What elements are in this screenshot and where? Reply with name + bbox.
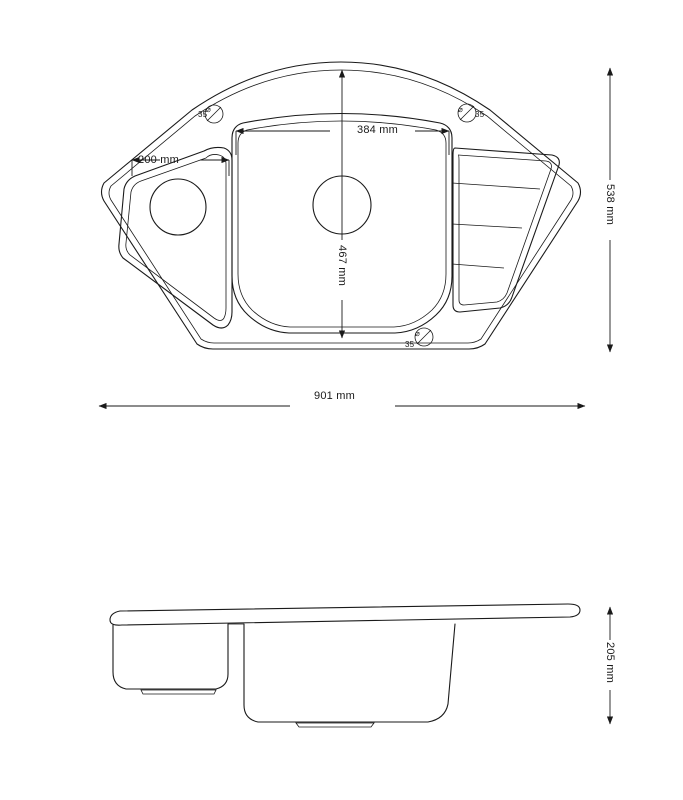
dim-bowl-width <box>236 131 449 155</box>
front-view-graphics <box>110 604 580 727</box>
dim-label-overall-depth: 538 mm <box>604 184 616 225</box>
dim-label-hole-right-value: 35 <box>475 110 485 119</box>
dim-label-overall-height: 205 mm <box>604 642 616 683</box>
dim-label-bowl-depth: 467 mm <box>336 245 348 286</box>
dim-label-small-bowl-width: 200 mm <box>138 154 179 166</box>
sink-outer-outline <box>102 62 581 349</box>
diameter-symbol-bottom-icon: ⌀ <box>415 329 421 338</box>
dim-label-overall-width: 901 mm <box>314 390 355 402</box>
drainer-board <box>452 148 559 312</box>
diameter-symbol-right-icon: ⌀ <box>458 105 464 114</box>
dim-label-bowl-width: 384 mm <box>357 124 398 136</box>
dim-label-hole-bottom-value: 35 <box>405 340 415 349</box>
diameter-symbol-left-icon: ⌀ <box>206 105 212 114</box>
dim-label-hole-left-value: 35 <box>198 110 208 119</box>
